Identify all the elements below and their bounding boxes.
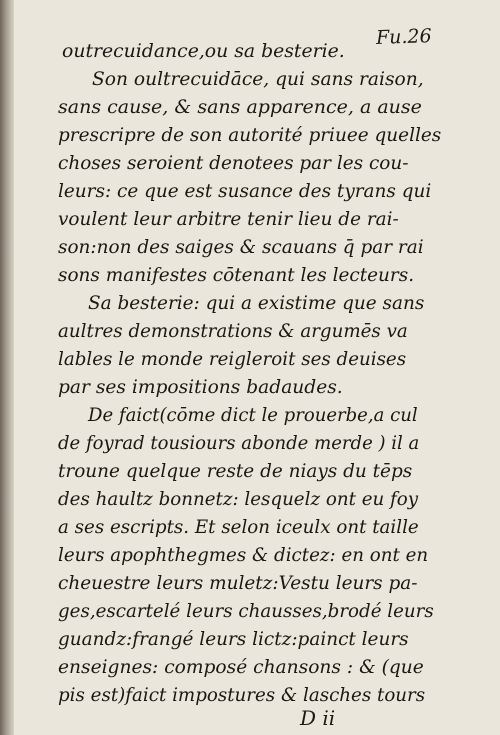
- text-line: enseignes: composé chansons : & (que: [58, 656, 424, 678]
- text-line: par ses impositions badaudes.: [58, 376, 343, 398]
- text-line: de foyrad tousiours abonde merde ) il a: [58, 432, 420, 454]
- signature-mark: D ii: [300, 706, 336, 730]
- text-line: leurs apophthegmes & dictez: en ont en: [58, 544, 429, 566]
- text-line: aultres demonstrations & argumēs va: [58, 320, 408, 342]
- book-gutter-shadow: [0, 0, 14, 735]
- text-line: sans cause, & sans apparence, a ause: [58, 96, 422, 118]
- text-line: Son oultrecuidāce, qui sans raison,: [92, 68, 424, 90]
- folio-number: Fu.26: [375, 25, 433, 49]
- text-line: troune quelque reste de niays du tēps: [58, 460, 413, 482]
- text-line: son:non des saiges & scauans q̄ par rai: [58, 236, 424, 258]
- text-line: des haultz bonnetz: lesquelz ont eu foy: [58, 488, 419, 510]
- text-line: lables le monde reigleroit ses deuises: [58, 348, 407, 370]
- text-line: outrecuidance,ou sa besterie.: [62, 40, 345, 62]
- text-line: Sa besterie: qui a existime que sans: [88, 292, 425, 314]
- text-line: voulent leur arbitre tenir lieu de rai-: [58, 208, 399, 230]
- text-line: choses seroient denotees par les cou-: [58, 152, 409, 174]
- text-line: prescripre de son autorité priuee quelles: [58, 124, 442, 146]
- text-line: cheuestre leurs muletz:Vestu leurs pa-: [58, 572, 418, 594]
- text-line: ges,escartelé leurs chausses,brodé leurs: [58, 600, 434, 622]
- book-page: [14, 0, 500, 735]
- text-line: guandz:frangé leurs lictz:painct leurs: [58, 628, 409, 650]
- text-line: De faict(cōme dict le prouerbe,a cul: [88, 404, 418, 426]
- text-line: pis est)faict impostures & lasches tours: [58, 684, 426, 706]
- text-line: leurs: ce que est susance des tyrans qui: [58, 180, 432, 202]
- text-line: sons manifestes cōtenant les lecteurs.: [58, 264, 415, 286]
- text-line: a ses escripts. Et selon iceulx ont taille: [58, 516, 419, 538]
